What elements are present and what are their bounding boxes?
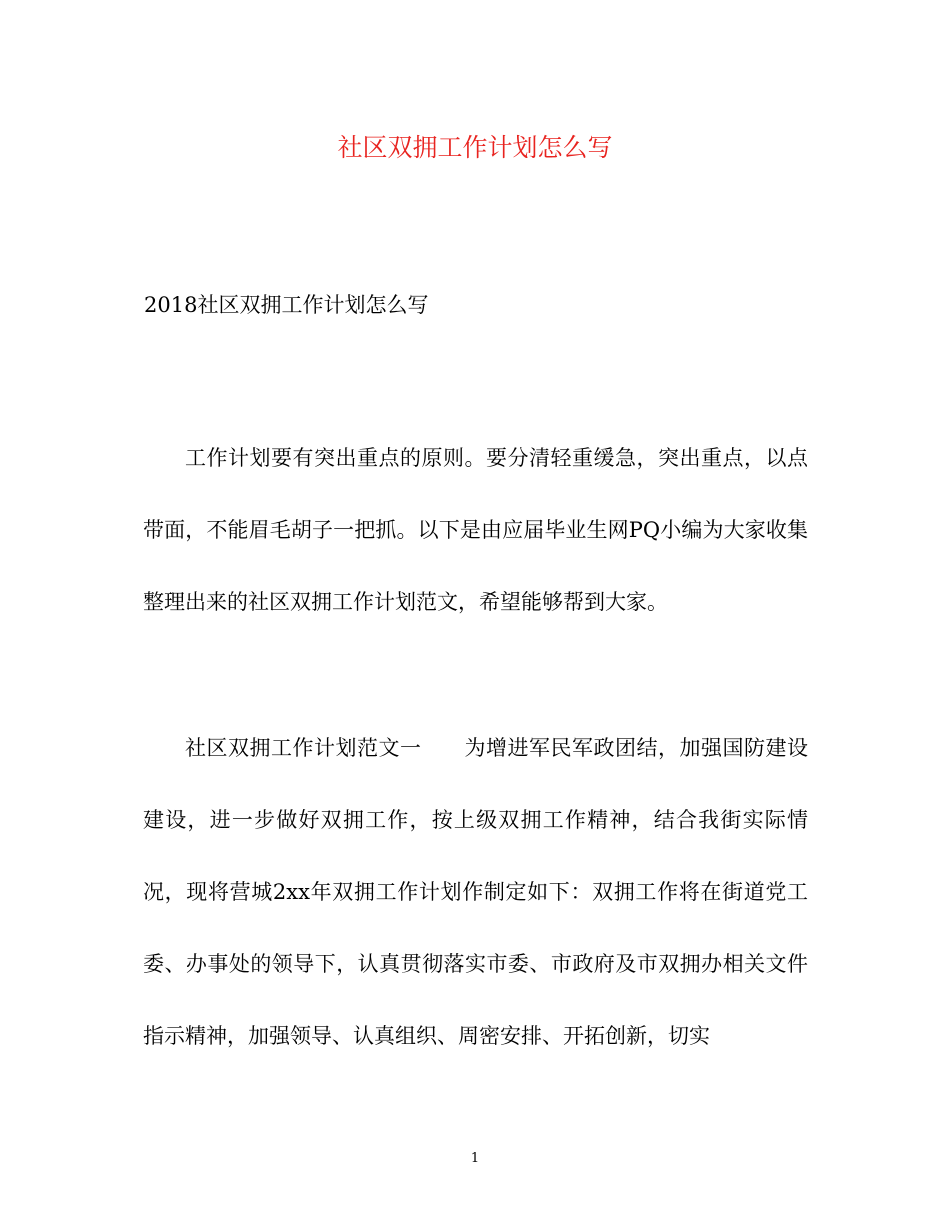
paragraph-intro: 工作计划要有突出重点的原则。要分清轻重缓急，突出重点，以点带面，不能眉毛胡子一把抓。以下是由应届毕业生网PQ小编为大家收集整理出来的社区双拥工作计划范文，希望能够帮到大家。 [143, 446, 808, 614]
document-subtitle: 2018社区双拥工作计划怎么写 [144, 293, 429, 317]
document-title: 社区双拥工作计划怎么写 [337, 133, 613, 162]
page-number: 1 [470, 1151, 480, 1166]
paragraph-sample-one: 社区双拥工作计划范文一 为增进军民军政团结，加强国防建设建设，进一步做好双拥工作，按上级双拥工作精神，结合我街实际情况，现将营城2xx年双拥工作计划作制定如下：双拥工作将在街道党工委、办事处的领导下，认真贯彻落实市委、市政府及市双拥办相关文件指示精神，加强领导、认真组织、周密安排、开拓创新，切实 [143, 736, 808, 1048]
